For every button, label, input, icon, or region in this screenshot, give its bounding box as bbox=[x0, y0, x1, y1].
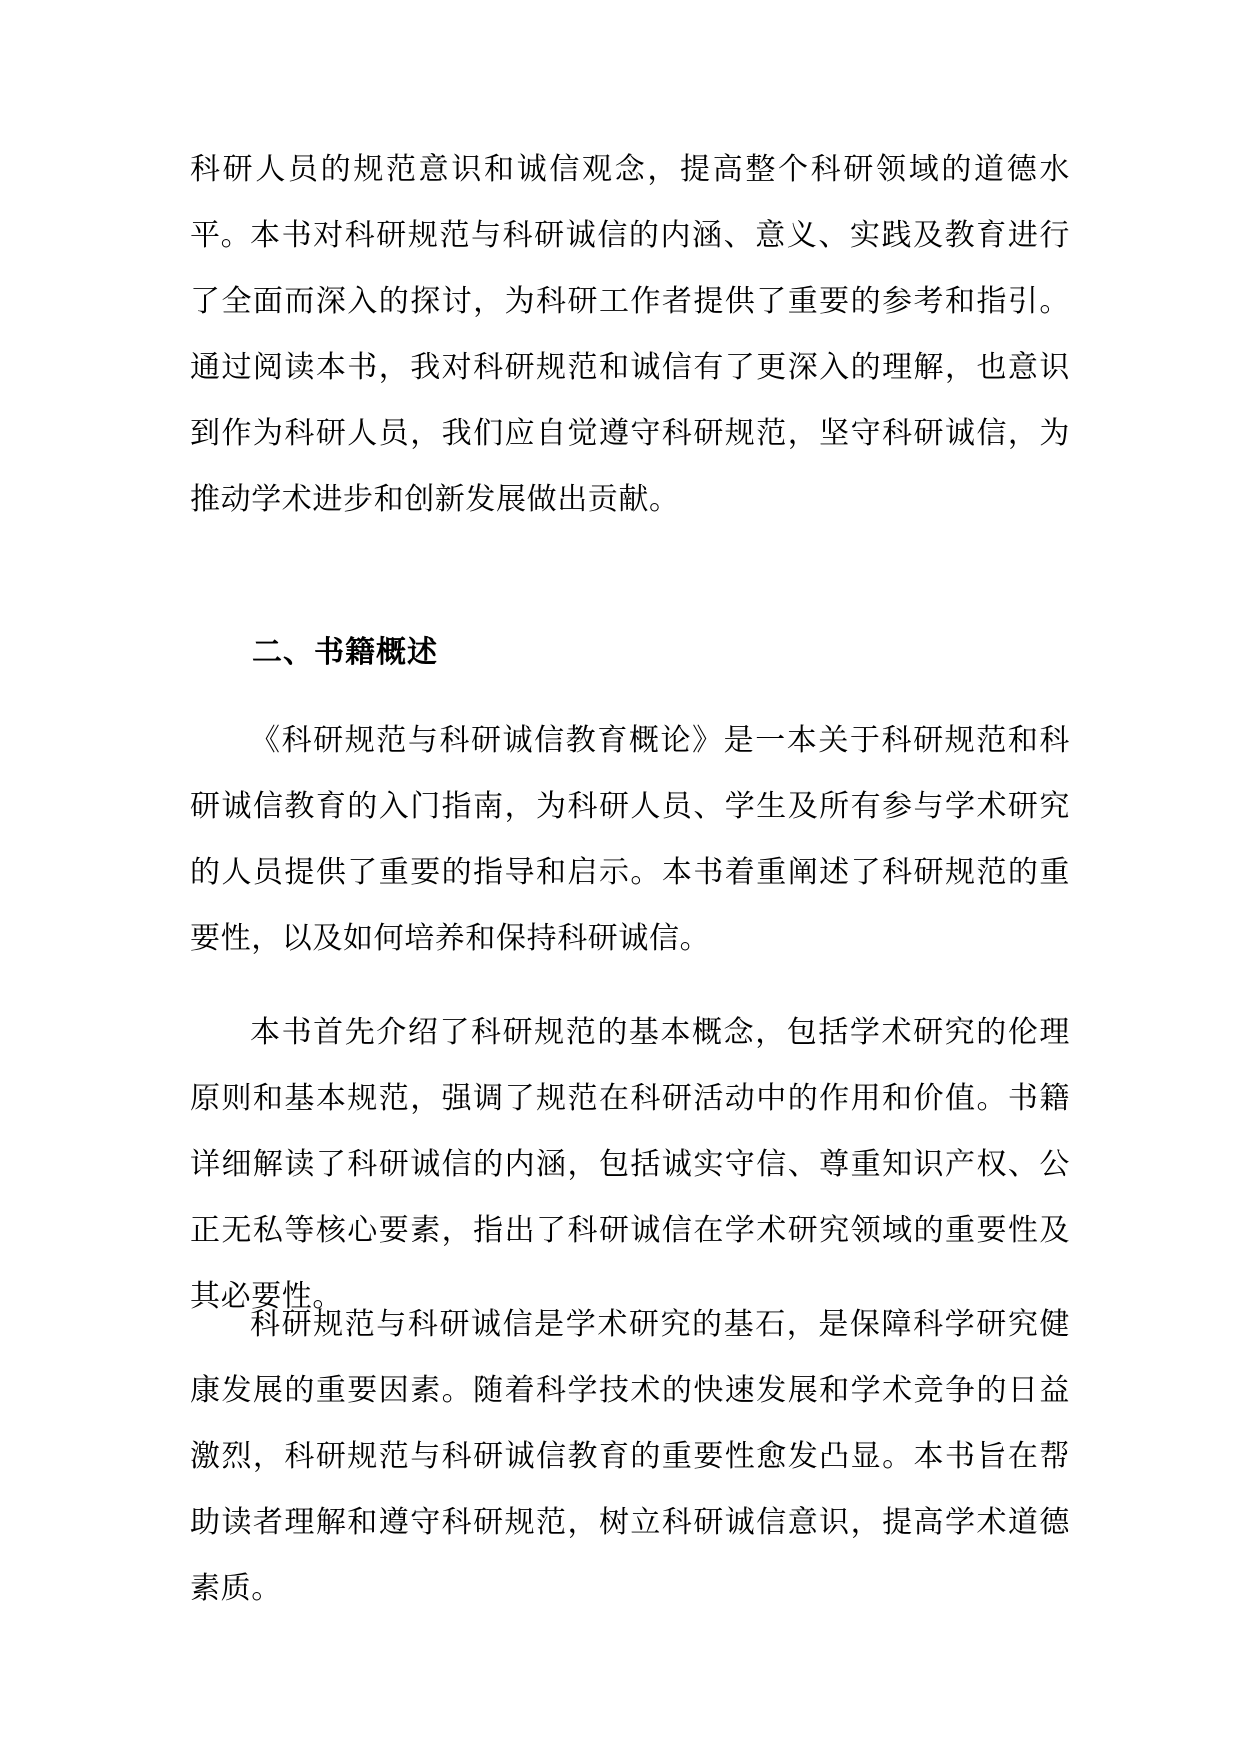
paragraph-continuation: 科研人员的规范意识和诚信观念，提高整个科研领域的道德水平。 bbox=[190, 152, 1070, 253]
section-heading: 二、书籍概述 bbox=[252, 635, 438, 670]
paragraph-overview-content: 本书首先介绍了科研规范的基本概念，包括学术研究的伦理原则和基本规范，强调了规范在科研活动中的作用和价值。书籍详细解读了科研诚信的内涵，包括诚实守信、尊重知识产权、公正无私等核心要素，指出了科研诚信在学术研究领域的重要性及其必要性。 bbox=[190, 1015, 1070, 1314]
paragraph-book-summary: 本书对科研规范与科研诚信的内涵、意义、实践及教育进行了全面而深入的探讨，为科研工作者提供了重要的参考和指引。通过阅读本书，我对科研规范和诚信有了更深入的理解，也意识到作为科研人员，我们应自觉遵守科研规范，坚守科研诚信，为推动学术进步和创新发展做出贡献。 bbox=[190, 218, 1070, 517]
paragraph-overview-intro: 《科研规范与科研诚信教育概论》是一本关于科研规范和科研诚信教育的入门指南，为科研人员、学生及所有参与学术研究的人员提供了重要的指导和启示。本书着重阐述了科研规范的重要性，以及如何培养和保持科研诚信。 bbox=[190, 723, 1070, 956]
paragraph-overview-purpose: 科研规范与科研诚信是学术研究的基石，是保障科学研究健康发展的重要因素。随着科学技术的快速发展和学术竞争的日益激烈，科研规范与科研诚信教育的重要性愈发凸显。本书旨在帮助读者理解和遵守科研规范，树立科研诚信意识，提高学术道德素质。 bbox=[190, 1307, 1070, 1606]
